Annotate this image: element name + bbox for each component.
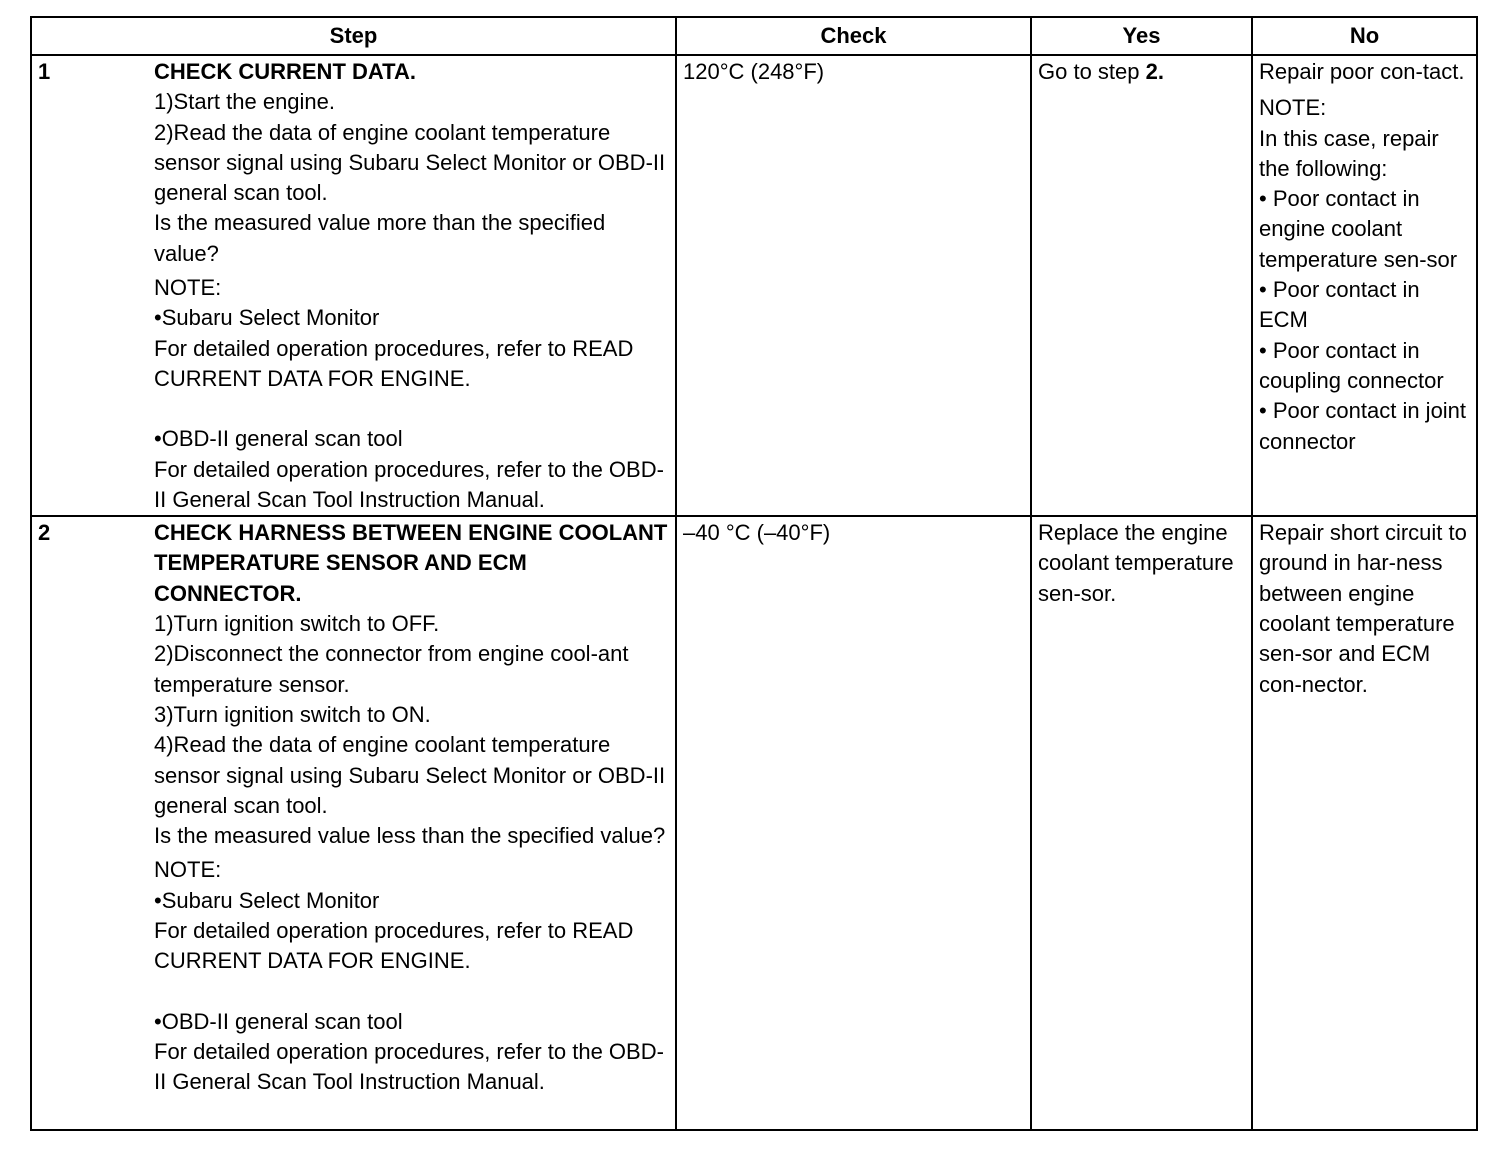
step-cell (31, 516, 676, 1130)
yes-cell: Replace the engine coolant temperature sen-sor. (1031, 516, 1252, 1130)
ssm-text: For detailed operation procedures, refer to READ CURRENT DATA FOR ENGINE. (154, 918, 634, 974)
no-text: Repair poor con-tact. (1259, 59, 1465, 84)
header-step: Step (31, 17, 676, 55)
step-question: Is the measured value more than the specified value? (154, 210, 606, 266)
obd-text: For detailed operation procedures, refer to the OBD-II General Scan Tool Instruction Manual. (154, 1038, 664, 1095)
step-title: CHECK HARNESS BETWEEN ENGINE COOLANT TEMPERATURE SENSOR AND ECM CONNECTOR. (154, 520, 668, 606)
header-no: No (1252, 17, 1477, 55)
no-cell (1252, 55, 1477, 516)
obd-text: For detailed operation procedures, refer to the OBD-II General Scan Tool Instruction Manual. (154, 456, 664, 512)
obd-label: •OBD-II general scan tool (154, 1008, 403, 1034)
step-instruction: 2)Disconnect the connector from engine cool-ant temperature sensor. (154, 641, 629, 697)
no-note-intro: In this case, repair the following: (1259, 125, 1439, 181)
step-cell (31, 55, 676, 516)
table-row (31, 516, 1477, 1130)
obd-label: •OBD-II general scan tool (154, 426, 403, 452)
ssm-text: For detailed operation procedures, refer to READ CURRENT DATA FOR ENGINE. (154, 335, 634, 391)
check-cell: –40 °C (–40°F) (676, 516, 1031, 1130)
no-bullet: • Poor contact in ECM (1259, 277, 1420, 333)
header-check: Check (676, 17, 1031, 55)
yes-step-ref: 2. (1145, 59, 1164, 84)
ssm-label: •Subaru Select Monitor (154, 305, 380, 331)
no-bullet: • Poor contact in coupling connector (1259, 337, 1444, 393)
step-instruction: 1)Start the engine. (154, 89, 336, 115)
check-cell: 120°C (248°F) (676, 55, 1031, 516)
no-bullet: • Poor contact in joint connector (1259, 398, 1467, 454)
step-number: 1 (38, 59, 51, 84)
step-question: Is the measured value less than the specified value? (154, 823, 666, 849)
ssm-label: •Subaru Select Monitor (154, 887, 380, 913)
table-row (31, 55, 1477, 516)
step-instruction: 2)Read the data of engine coolant temperature sensor signal using Subaru Select Monitor or OBD-II general scan tool. (154, 119, 666, 206)
step-instruction: 1)Turn ignition switch to OFF. (154, 611, 440, 637)
step-title: CHECK CURRENT DATA. (154, 59, 416, 84)
diagnostic-table (30, 16, 1478, 1131)
no-bullet: • Poor contact in engine coolant temperature sen-sor (1259, 186, 1458, 272)
step-instruction: 3)Turn ignition switch to ON. (154, 701, 431, 727)
header-row (31, 17, 1477, 55)
yes-text: Go to step (1038, 59, 1146, 84)
step-instruction: 4)Read the data of engine coolant temperature sensor signal using Subaru Select Monitor or OBD-II general scan tool. (154, 732, 666, 818)
no-cell: Repair short circuit to ground in har-ness between engine coolant temperature sen-sor and ECM con-nector. (1252, 516, 1477, 1130)
note-label: NOTE: (154, 857, 222, 883)
header-yes: Yes (1031, 17, 1252, 55)
no-note-label: NOTE: (1259, 95, 1327, 121)
step-number: 2 (38, 520, 51, 546)
note-label: NOTE: (154, 275, 222, 301)
yes-cell (1031, 55, 1252, 516)
